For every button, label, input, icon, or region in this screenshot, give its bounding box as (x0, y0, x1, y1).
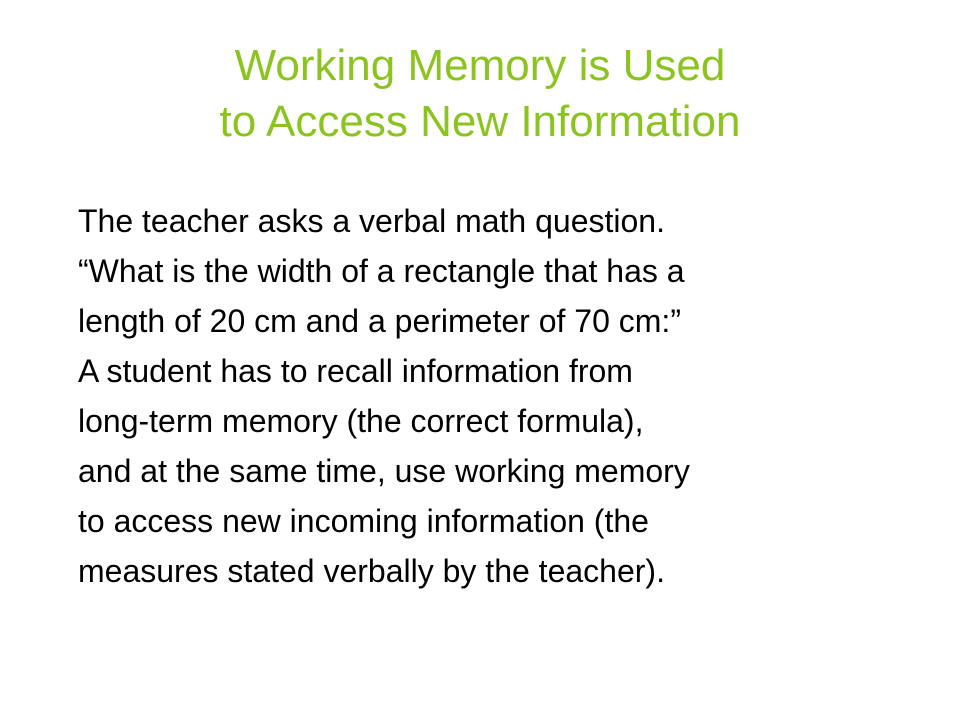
body-line-6: and at the same time, use working memory (78, 453, 690, 489)
slide-title-line-1: Working Memory is Used (234, 41, 726, 90)
slide-title (0, 38, 960, 150)
body-line-2: “What is the width of a rectangle that has a (78, 253, 685, 289)
body-line-4: A student has to recall information from (78, 353, 633, 389)
body-line-5: long-term memory (the correct formula), (78, 403, 644, 439)
body-line-1: The teacher asks a verbal math question. (78, 203, 665, 239)
body-line-3: length of 20 cm and a perimeter of 70 cm:” (78, 303, 681, 339)
body-line-7: to access new incoming information (the (78, 503, 649, 539)
body-line-8: measures stated verbally by the teacher). (78, 553, 665, 589)
slide-body (78, 196, 938, 596)
slide-title-line-2: to Access New Information (219, 97, 741, 146)
